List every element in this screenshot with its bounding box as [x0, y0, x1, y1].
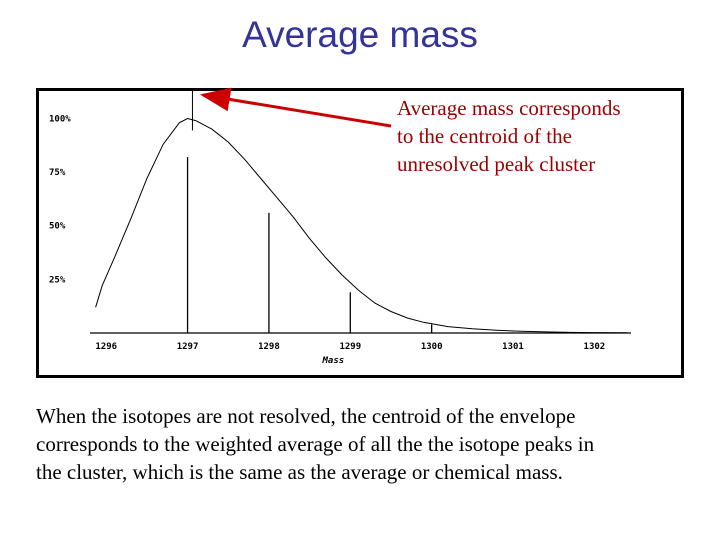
y-tick-label: 100%	[49, 114, 71, 125]
x-tick-label: 1298	[258, 342, 280, 352]
caption-line-3: the cluster, which is the same as the average or chemical mass.	[36, 460, 563, 484]
caption-text	[36, 402, 696, 486]
x-tick-label: 1299	[339, 342, 362, 352]
y-tick-label: 25%	[49, 275, 66, 286]
x-tick-label: 1301	[502, 342, 524, 352]
annotation-line-2: to the centroid of the	[397, 124, 572, 148]
x-tick-label: 1296	[95, 342, 118, 352]
x-tick-label: 1300	[420, 342, 443, 352]
annotation-text	[397, 94, 682, 178]
slide-title: Average mass	[242, 14, 478, 55]
caption-line-2: corresponds to the weighted average of all the the isotope peaks in	[36, 432, 595, 456]
caption-line-1: When the isotopes are not resolved, the centroid of the envelope	[36, 404, 576, 428]
y-tick-label: 50%	[49, 221, 66, 232]
x-axis-label: Mass	[322, 356, 345, 366]
annotation-line-1: Average mass corresponds	[397, 96, 621, 120]
y-tick-label: 75%	[49, 168, 66, 179]
x-tick-label: 1302	[583, 342, 606, 352]
x-tick-label: 1297	[176, 342, 199, 352]
annotation-line-3: unresolved peak cluster	[397, 152, 596, 176]
